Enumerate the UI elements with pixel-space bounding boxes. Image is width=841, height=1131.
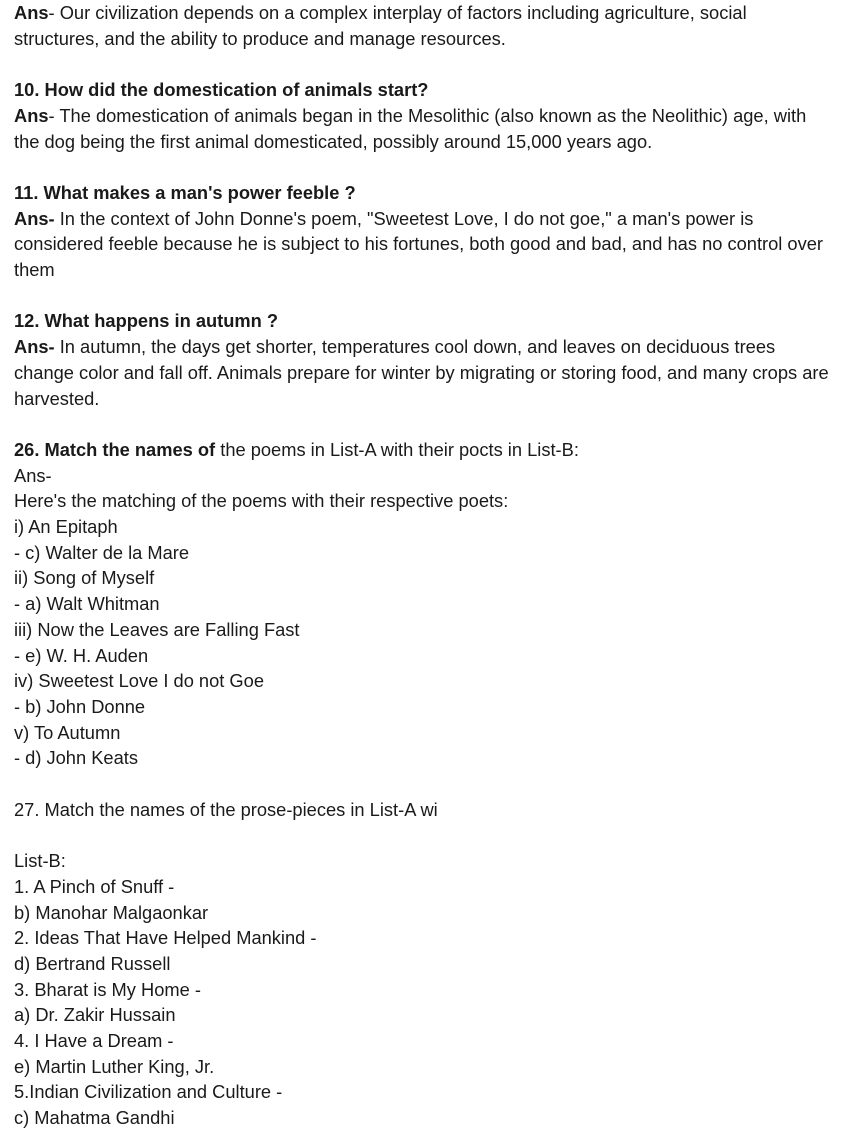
- list-item: e) Martin Luther King, Jr.: [14, 1055, 215, 1077]
- answer-label: Ans-: [14, 336, 55, 358]
- list-item: d) Bertrand Russell: [14, 952, 171, 974]
- list-item: 2. Ideas That Have Helped Mankind -: [14, 927, 317, 949]
- list-item: - d) John Keats: [14, 747, 138, 769]
- answer-text: - Our civilization depends on a complex interplay of factors including agriculture, social structures, and the ability to produce and manage resources.: [14, 2, 747, 49]
- answer-text: In the context of John Donne's poem, "Sweetest Love, I do not goe," a man's power is considered feeble because he is subject to his fortunes, both good and bad, and has no control over them: [14, 207, 823, 280]
- list-item: ii) Song of Myself: [14, 567, 155, 589]
- question-text: 12. What happens in autumn ?: [14, 310, 279, 332]
- list-item: a) Dr. Zakir Hussain: [14, 1004, 176, 1026]
- list-item: iii) Now the Leaves are Falling Fast: [14, 618, 300, 640]
- list-item: 5.Indian Civilization and Culture -: [14, 1081, 283, 1103]
- question-26: [14, 437, 833, 771]
- question-27: [14, 797, 833, 1131]
- list-item: c) Mahatma Gandhi: [14, 1107, 175, 1129]
- question-text: [14, 437, 833, 463]
- question-11: [14, 180, 833, 283]
- answer-intro: Here's the matching of the poems with their respective poets:: [14, 490, 509, 512]
- list-item: - b) John Donne: [14, 695, 146, 717]
- document-body: [14, 0, 833, 1131]
- list-item: - c) Walter de la Mare: [14, 541, 190, 563]
- list-item: 4. I Have a Dream -: [14, 1030, 174, 1052]
- intro-answer: [14, 0, 833, 51]
- answer-text: In autumn, the days get shorter, temperatures cool down, and leaves on deciduous trees change color and fall off. Animals prepare for winter by migrating or storing food, and many crops are harvested.: [14, 336, 829, 409]
- question-rest-part: the poems in List-A with their pocts in List-B:: [215, 438, 579, 460]
- list-item: v) To Autumn: [14, 721, 121, 743]
- question-text: 27. Match the names of the prose-pieces in List-A wi: [14, 798, 438, 820]
- answer-text: - The domestication of animals began in the Mesolithic (also known as the Neolithic) age, with the dog being the first animal domesticated, possibly around 15,000 years ago.: [14, 104, 807, 152]
- spacer: [14, 822, 833, 848]
- question-text: 10. How did the domestication of animals start?: [14, 79, 429, 101]
- list-item: - a) Walt Whitman: [14, 593, 160, 615]
- question-text: 11. What makes a man's power feeble ?: [14, 181, 356, 203]
- list-item: b) Manohar Malgaonkar: [14, 901, 209, 923]
- question-bold-part: 26. Match the names of: [14, 438, 216, 460]
- question-12: [14, 308, 833, 411]
- answer-label: Ans-: [14, 464, 52, 486]
- spacer: [14, 283, 833, 309]
- answer-label: Ans: [14, 104, 49, 126]
- answer-label: Ans: [14, 2, 49, 23]
- spacer: [14, 771, 833, 797]
- list-item: - e) W. H. Auden: [14, 644, 149, 666]
- spacer: [14, 51, 833, 77]
- list-item: i) An Epitaph: [14, 516, 118, 537]
- answer-label: Ans-: [14, 207, 55, 229]
- question-10: [14, 77, 833, 154]
- spacer: [14, 411, 833, 437]
- list-item: iv) Sweetest Love I do not Goe: [14, 670, 264, 692]
- list-item: 1. A Pinch of Snuff -: [14, 875, 175, 897]
- list-label: List-B:: [14, 850, 66, 872]
- list-item: 3. Bharat is My Home -: [14, 978, 201, 1000]
- spacer: [14, 154, 833, 180]
